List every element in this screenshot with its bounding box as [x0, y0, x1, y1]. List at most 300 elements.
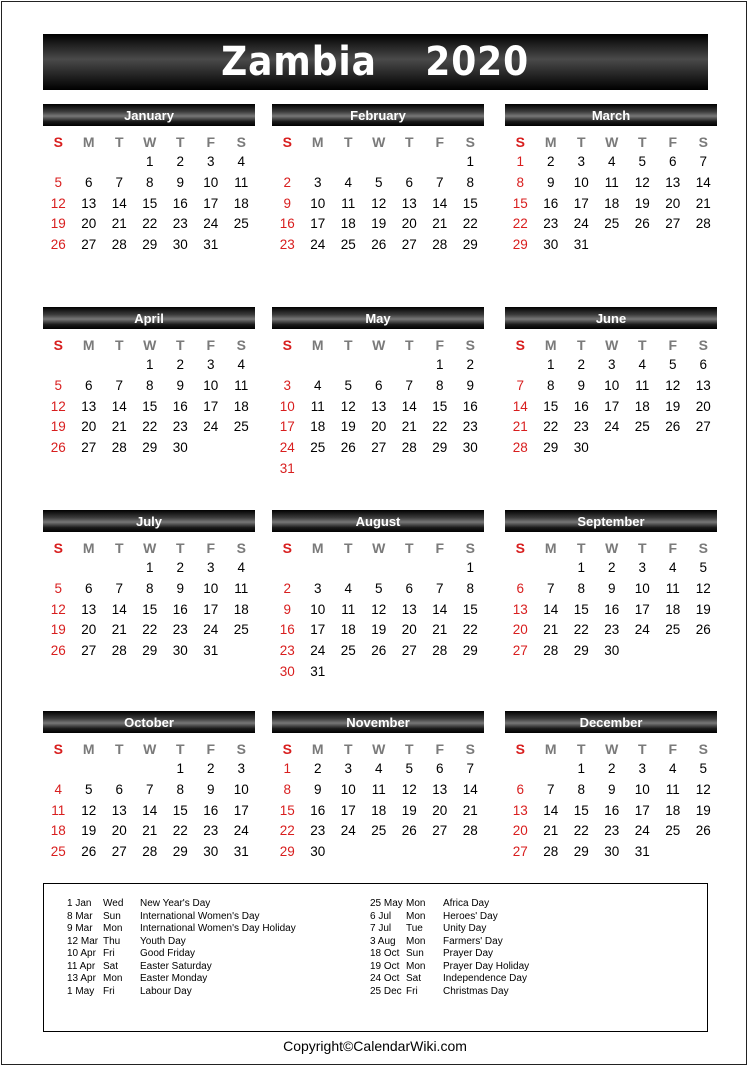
month-header: July	[43, 510, 255, 532]
day-cell: 15	[142, 601, 158, 617]
weekday-header: W	[605, 134, 619, 150]
day-cell: 20	[81, 622, 97, 638]
day-cell: 23	[604, 622, 620, 638]
month-header: June	[505, 307, 717, 329]
holiday-date: 19 Oct	[370, 960, 400, 972]
day-cell: 19	[695, 802, 711, 818]
day-cell: 17	[203, 195, 219, 211]
holiday-date: 1 Jan	[67, 898, 92, 909]
day-cell: 29	[172, 844, 188, 860]
day-cell: 5	[638, 154, 646, 169]
month-grid	[505, 739, 717, 863]
weekday-header: S	[282, 337, 292, 353]
day-cell: 16	[604, 601, 620, 617]
weekday-header: M	[544, 337, 557, 353]
month-grid	[272, 132, 484, 256]
day-cell: 5	[374, 580, 383, 596]
month-june	[505, 307, 717, 459]
day-cell: 26	[695, 622, 711, 638]
day-cell: 14	[543, 802, 559, 818]
day-cell: 20	[401, 622, 417, 638]
holiday-weekday: Fri	[103, 948, 115, 959]
day-cell: 25	[340, 643, 356, 659]
empty-cell	[333, 152, 364, 173]
day-cell: 25	[233, 216, 249, 232]
day-cell: 31	[203, 643, 219, 659]
day-cell: 5	[374, 174, 383, 190]
weekday-header: S	[515, 134, 525, 150]
day-cell: 21	[695, 195, 711, 211]
day-cell: 17	[573, 195, 589, 211]
day-cell: 20	[512, 823, 528, 839]
day-cell: 3	[206, 154, 215, 169]
weekday-header: S	[282, 741, 292, 757]
weekday-header: T	[404, 741, 414, 757]
day-cell: 30	[172, 237, 188, 253]
day-cell: 2	[206, 761, 215, 776]
day-cell: 28	[142, 844, 158, 860]
day-cell: 5	[344, 377, 352, 393]
holiday-weekday: Mon	[406, 898, 426, 909]
holiday-weekday: Fri	[103, 985, 115, 997]
holiday-row	[370, 923, 529, 936]
day-cell: 8	[466, 174, 474, 190]
day-cell: 4	[344, 580, 352, 596]
day-cell: 12	[340, 398, 356, 414]
weekday-header: T	[404, 540, 414, 556]
weekday-header: S	[53, 134, 63, 150]
day-cell: 11	[665, 580, 680, 596]
weekday-header: M	[82, 134, 95, 150]
month-january	[43, 104, 255, 256]
day-cell: 18	[233, 601, 249, 617]
day-cell: 17	[203, 398, 219, 414]
day-cell: 20	[371, 419, 387, 435]
month-grid	[505, 132, 717, 256]
day-cell: 8	[577, 580, 585, 596]
day-cell: 28	[512, 440, 528, 456]
empty-cell	[536, 558, 567, 579]
day-cell: 3	[313, 174, 322, 190]
weekday-header: S	[515, 741, 525, 757]
day-cell: 9	[607, 580, 616, 596]
day-cell: 26	[50, 237, 66, 253]
weekday-header: S	[465, 134, 475, 150]
weekday-header: W	[372, 540, 386, 556]
day-cell: 2	[283, 174, 291, 190]
day-cell: 7	[115, 580, 123, 596]
day-cell: 4	[668, 560, 677, 575]
day-cell: 22	[512, 216, 528, 232]
day-cell: 6	[84, 174, 93, 190]
day-cell: 4	[607, 154, 616, 169]
holiday-date: 24 Oct	[370, 973, 400, 984]
day-cell: 12	[695, 781, 711, 797]
day-cell: 25	[340, 237, 356, 253]
weekday-header: F	[668, 134, 678, 150]
weekday-header: F	[206, 337, 216, 353]
day-cell: 1	[466, 560, 474, 575]
day-cell: 1	[145, 560, 154, 575]
day-cell: 12	[665, 377, 681, 393]
empty-cell	[74, 355, 105, 376]
day-cell: 15	[512, 195, 528, 211]
weekday-header: S	[282, 540, 292, 556]
day-cell: 10	[233, 781, 249, 797]
empty-cell	[104, 152, 135, 173]
holiday-name: Africa Day	[443, 898, 490, 909]
day-cell: 21	[111, 419, 127, 435]
day-cell: 24	[310, 643, 326, 659]
day-cell: 31	[310, 663, 326, 679]
holiday-weekday: Sat	[103, 960, 119, 972]
weekday-header: S	[465, 741, 475, 757]
day-cell: 19	[665, 398, 681, 414]
day-cell: 28	[543, 643, 559, 659]
holiday-weekday: Fri	[406, 985, 418, 997]
day-cell: 22	[573, 823, 589, 839]
weekday-header: W	[605, 741, 619, 757]
day-cell: 6	[668, 154, 677, 169]
day-cell: 20	[81, 216, 97, 232]
day-cell: 17	[233, 802, 249, 818]
day-cell: 8	[577, 781, 585, 797]
empty-cell	[505, 759, 536, 780]
day-cell: 3	[237, 761, 245, 776]
weekday-header: T	[576, 337, 586, 353]
day-cell: 13	[512, 802, 528, 818]
weekday-header: M	[544, 134, 557, 150]
day-cell: 3	[313, 580, 322, 596]
month-grid	[505, 538, 717, 662]
day-cell: 7	[435, 580, 444, 596]
day-cell: 27	[695, 419, 711, 435]
day-cell: 2	[176, 154, 184, 169]
day-cell: 17	[634, 802, 650, 818]
day-cell: 9	[466, 377, 474, 393]
holiday-weekday: Mon	[406, 910, 426, 922]
day-cell: 7	[115, 174, 123, 190]
day-cell: 6	[84, 580, 93, 596]
day-cell: 12	[50, 195, 66, 211]
weekday-header: S	[698, 134, 708, 150]
weekday-header: F	[206, 134, 216, 150]
holiday-column-left	[67, 898, 296, 998]
day-cell: 1	[176, 761, 184, 776]
day-cell: 2	[607, 761, 616, 776]
weekday-header: S	[236, 741, 246, 757]
empty-cell	[74, 558, 105, 579]
day-cell: 27	[401, 237, 417, 253]
day-cell: 1	[577, 761, 585, 776]
holiday-row	[67, 986, 296, 999]
holiday-name: Good Friday	[140, 948, 196, 959]
weekday-header: W	[143, 134, 157, 150]
month-july	[43, 510, 255, 662]
day-cell: 20	[695, 398, 711, 414]
day-cell: 6	[405, 174, 413, 190]
day-cell: 27	[432, 823, 448, 839]
holiday-date: 7 Jul	[370, 923, 392, 934]
weekday-header: T	[175, 741, 185, 757]
empty-cell	[43, 759, 74, 780]
day-cell: 15	[279, 802, 295, 818]
day-cell: 7	[466, 761, 474, 776]
month-header: January	[43, 104, 255, 126]
day-cell: 29	[543, 440, 559, 456]
holiday-date: 1 May	[67, 985, 95, 997]
day-cell: 6	[699, 357, 707, 372]
weekday-header: T	[114, 540, 124, 556]
day-cell: 4	[344, 174, 352, 190]
day-cell: 15	[142, 398, 158, 414]
weekday-header: M	[544, 741, 557, 757]
weekday-header: T	[576, 741, 586, 757]
day-cell: 16	[573, 398, 589, 414]
day-cell: 21	[432, 622, 448, 638]
day-cell: 5	[668, 357, 677, 372]
day-cell: 6	[115, 781, 123, 797]
empty-cell	[104, 355, 135, 376]
day-cell: 27	[81, 237, 97, 253]
day-cell: 28	[462, 823, 478, 839]
weekday-header: M	[82, 741, 95, 757]
month-december	[505, 711, 717, 863]
month-grid	[43, 335, 255, 459]
holiday-name: Prayer Day Holiday	[443, 960, 530, 972]
holiday-row	[67, 923, 296, 936]
day-cell: 27	[371, 440, 387, 456]
day-cell: 2	[607, 560, 616, 575]
holiday-row	[67, 936, 296, 949]
day-cell: 24	[233, 823, 249, 839]
day-cell: 10	[604, 377, 620, 393]
day-cell: 9	[313, 781, 322, 797]
holiday-date: 12 Mar	[67, 935, 99, 947]
day-cell: 1	[577, 560, 585, 575]
holiday-weekday: Sat	[406, 973, 422, 984]
day-cell: 10	[203, 377, 219, 393]
day-cell: 18	[604, 195, 620, 211]
day-cell: 13	[401, 601, 417, 617]
day-cell: 22	[279, 823, 295, 839]
day-cell: 15	[573, 601, 589, 617]
day-cell: 30	[462, 440, 478, 456]
day-cell: 13	[512, 601, 528, 617]
day-cell: 11	[604, 174, 619, 190]
day-cell: 25	[634, 419, 650, 435]
day-cell: 13	[665, 174, 681, 190]
day-cell: 18	[665, 601, 681, 617]
weekday-header: W	[372, 741, 386, 757]
day-cell: 9	[176, 580, 184, 596]
day-cell: 28	[401, 440, 417, 456]
day-cell: 27	[81, 643, 97, 659]
month-february	[272, 104, 484, 256]
day-cell: 23	[203, 823, 219, 839]
empty-cell	[333, 355, 364, 376]
holiday-name: Farmers' Day	[443, 935, 503, 947]
holiday-name: Prayer Day	[443, 948, 494, 959]
weekday-header: M	[82, 540, 95, 556]
holiday-name: International Women's Day Holiday	[140, 923, 296, 934]
day-cell: 2	[176, 357, 184, 372]
weekday-header: T	[637, 134, 647, 150]
weekday-header: M	[311, 540, 324, 556]
day-cell: 4	[638, 357, 646, 372]
day-cell: 7	[516, 377, 524, 393]
weekday-header: S	[236, 337, 246, 353]
day-cell: 24	[634, 823, 650, 839]
day-cell: 16	[172, 601, 188, 617]
day-cell: 29	[279, 844, 295, 860]
day-cell: 17	[203, 601, 219, 617]
day-cell: 21	[401, 419, 417, 435]
day-cell: 11	[234, 174, 249, 190]
day-cell: 16	[172, 195, 188, 211]
day-cell: 29	[462, 237, 478, 253]
day-cell: 11	[51, 802, 66, 818]
weekday-header: W	[372, 337, 386, 353]
holiday-name: Youth Day	[140, 935, 186, 947]
day-cell: 20	[401, 216, 417, 232]
day-cell: 14	[543, 601, 559, 617]
day-cell: 6	[374, 377, 383, 393]
holiday-row	[67, 948, 296, 961]
day-cell: 14	[695, 174, 711, 190]
empty-cell	[104, 558, 135, 579]
day-cell: 10	[310, 195, 326, 211]
day-cell: 21	[111, 622, 127, 638]
day-cell: 24	[203, 419, 219, 435]
weekday-header: M	[311, 741, 324, 757]
day-cell: 22	[573, 622, 589, 638]
day-cell: 18	[340, 216, 356, 232]
day-cell: 2	[176, 560, 184, 575]
holiday-weekday: Tue	[406, 923, 423, 934]
day-cell: 8	[435, 377, 444, 393]
weekday-header: S	[236, 540, 246, 556]
day-cell: 7	[115, 377, 123, 393]
day-cell: 3	[206, 357, 215, 372]
day-cell: 23	[310, 823, 326, 839]
day-cell: 26	[695, 823, 711, 839]
day-cell: 9	[607, 781, 616, 797]
day-cell: 25	[233, 419, 249, 435]
month-grid	[43, 538, 255, 662]
day-cell: 1	[546, 357, 555, 372]
day-cell: 19	[634, 195, 650, 211]
day-cell: 5	[54, 174, 62, 190]
day-cell: 26	[340, 440, 356, 456]
weekday-header: S	[465, 337, 475, 353]
day-cell: 18	[233, 195, 249, 211]
weekday-header: T	[114, 741, 124, 757]
day-cell: 9	[546, 174, 555, 190]
day-cell: 28	[432, 643, 448, 659]
day-cell: 7	[405, 377, 413, 393]
day-cell: 19	[81, 823, 97, 839]
day-cell: 26	[50, 643, 66, 659]
day-cell: 11	[635, 377, 650, 393]
day-cell: 14	[432, 601, 448, 617]
day-cell: 18	[634, 398, 650, 414]
weekday-header: S	[53, 337, 63, 353]
month-grid	[43, 739, 255, 863]
weekday-header: T	[175, 134, 185, 150]
weekday-header: S	[282, 134, 292, 150]
day-cell: 17	[634, 601, 650, 617]
holiday-weekday: Sun	[103, 910, 121, 922]
day-cell: 12	[50, 398, 66, 414]
empty-cell	[364, 558, 395, 579]
day-cell: 6	[516, 580, 524, 596]
weekday-header: S	[236, 134, 246, 150]
day-cell: 26	[371, 643, 387, 659]
day-cell: 14	[111, 398, 127, 414]
day-cell: 27	[512, 844, 528, 860]
day-cell: 26	[371, 237, 387, 253]
day-cell: 9	[577, 377, 585, 393]
weekday-header: F	[435, 540, 445, 556]
day-cell: 8	[546, 377, 555, 393]
month-september	[505, 510, 717, 662]
day-cell: 23	[172, 419, 188, 435]
holiday-row	[370, 973, 529, 986]
day-cell: 21	[543, 823, 559, 839]
holiday-name: Easter Saturday	[140, 960, 212, 972]
empty-cell	[303, 355, 334, 376]
day-cell: 23	[573, 419, 589, 435]
holiday-weekday: Mon	[103, 973, 123, 984]
month-march	[505, 104, 717, 256]
day-cell: 2	[546, 154, 555, 169]
copyright-text: Copyright©CalendarWiki.com	[283, 1038, 467, 1054]
day-cell: 7	[699, 154, 707, 169]
day-cell: 22	[142, 419, 158, 435]
weekday-header: F	[206, 741, 216, 757]
day-cell: 16	[310, 802, 326, 818]
day-cell: 18	[50, 823, 66, 839]
day-cell: 21	[462, 802, 478, 818]
day-cell: 24	[203, 216, 219, 232]
empty-cell	[333, 558, 364, 579]
day-cell: 16	[279, 622, 295, 638]
weekday-header: F	[435, 134, 445, 150]
day-cell: 10	[340, 781, 356, 797]
holiday-name: New Year's Day	[140, 898, 211, 909]
day-cell: 17	[310, 622, 326, 638]
day-cell: 30	[203, 844, 219, 860]
weekday-header: T	[343, 337, 353, 353]
holiday-date: 3 Aug	[370, 935, 396, 947]
day-cell: 25	[310, 440, 326, 456]
day-cell: 20	[432, 802, 448, 818]
weekday-header: T	[343, 540, 353, 556]
day-cell: 21	[111, 216, 127, 232]
weekday-header: T	[576, 134, 586, 150]
holiday-name: Unity Day	[443, 923, 487, 934]
weekday-header: W	[143, 337, 157, 353]
day-cell: 1	[466, 154, 474, 169]
day-cell: 12	[695, 580, 711, 596]
day-cell: 30	[279, 663, 295, 679]
day-cell: 18	[310, 419, 326, 435]
day-cell: 18	[340, 622, 356, 638]
holiday-row	[67, 973, 296, 986]
weekday-header: M	[544, 540, 557, 556]
day-cell: 4	[54, 781, 62, 797]
